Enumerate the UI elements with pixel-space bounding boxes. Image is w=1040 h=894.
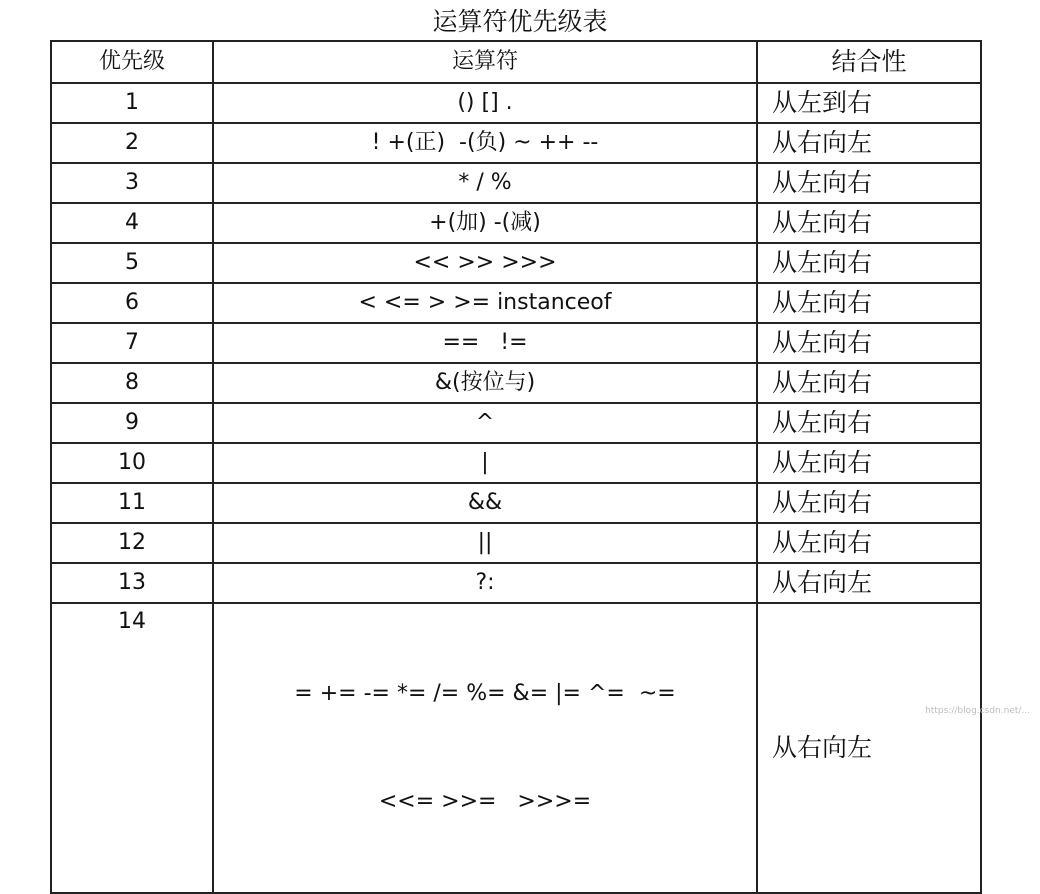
operators-cell: < <= > >= instanceof xyxy=(213,283,757,323)
associativity-cell: 从左向右 xyxy=(757,243,981,283)
operators-cell: || xyxy=(213,523,757,563)
operators-cell: && xyxy=(213,483,757,523)
operators-line-2: <<= >>= >>>= xyxy=(378,789,592,814)
associativity-cell: 从左向右 xyxy=(757,483,981,523)
rank-cell: 7 xyxy=(51,323,213,363)
associativity-cell: 从左向右 xyxy=(757,403,981,443)
table-row xyxy=(51,523,981,563)
associativity-cell: 从右向左 xyxy=(757,563,981,603)
operators-cell: == != xyxy=(213,323,757,363)
operators-cell: ^ xyxy=(213,403,757,443)
associativity-cell: 从左向右 xyxy=(757,163,981,203)
header-row xyxy=(51,41,981,83)
table-title: 运算符优先级表 xyxy=(432,7,608,36)
header-associativity: 结合性 xyxy=(757,41,981,83)
table-row xyxy=(51,443,981,483)
operators-cell: << >> >>> xyxy=(213,243,757,283)
associativity-cell: 从左向右 xyxy=(757,323,981,363)
table-row xyxy=(51,243,981,283)
associativity-cell: 从左到右 xyxy=(757,83,981,123)
operators-cell: * / % xyxy=(213,163,757,203)
watermark: https://blog.csdn.net/... xyxy=(925,706,1030,716)
table-row xyxy=(51,483,981,523)
operators-cell: ! +(正) -(负) ~ ++ -- xyxy=(213,123,757,163)
header-rank: 优先级 xyxy=(51,41,213,83)
header-operators: 运算符 xyxy=(213,41,757,83)
rank-cell: 11 xyxy=(51,483,213,523)
associativity-cell: 从右向左 xyxy=(757,603,981,893)
table-row xyxy=(51,203,981,243)
rank-cell: 14 xyxy=(51,603,213,893)
operators-cell: ?: xyxy=(213,563,757,603)
rank-cell: 10 xyxy=(51,443,213,483)
rank-cell: 1 xyxy=(51,83,213,123)
associativity-cell: 从左向右 xyxy=(757,443,981,483)
rank-cell: 3 xyxy=(51,163,213,203)
operators-line-1: = += -= *= /= %= &= |= ^= ~= xyxy=(294,681,676,706)
rank-cell: 6 xyxy=(51,283,213,323)
rank-cell: 2 xyxy=(51,123,213,163)
associativity-cell: 从右向左 xyxy=(757,123,981,163)
associativity-cell: 从左向右 xyxy=(757,203,981,243)
rank-cell: 12 xyxy=(51,523,213,563)
associativity-cell: 从左向右 xyxy=(757,363,981,403)
operators-cell: | xyxy=(213,443,757,483)
operators-cell: &(按位与) xyxy=(213,363,757,403)
operators-cell xyxy=(213,603,757,893)
table-row xyxy=(51,403,981,443)
rank-cell: 4 xyxy=(51,203,213,243)
table-row xyxy=(51,83,981,123)
associativity-cell: 从左向右 xyxy=(757,283,981,323)
table-row xyxy=(51,283,981,323)
table-row xyxy=(51,563,981,603)
table-row xyxy=(51,363,981,403)
rank-cell: 8 xyxy=(51,363,213,403)
rank-cell: 13 xyxy=(51,563,213,603)
table-row xyxy=(51,123,981,163)
rank-cell: 9 xyxy=(51,403,213,443)
operators-cell: +(加) -(减) xyxy=(213,203,757,243)
table-row xyxy=(51,163,981,203)
operator-precedence-table xyxy=(50,40,982,894)
rank-cell: 5 xyxy=(51,243,213,283)
table-row xyxy=(51,323,981,363)
table-row xyxy=(51,603,981,893)
operators-cell: () [] . xyxy=(213,83,757,123)
associativity-cell: 从左向右 xyxy=(757,523,981,563)
